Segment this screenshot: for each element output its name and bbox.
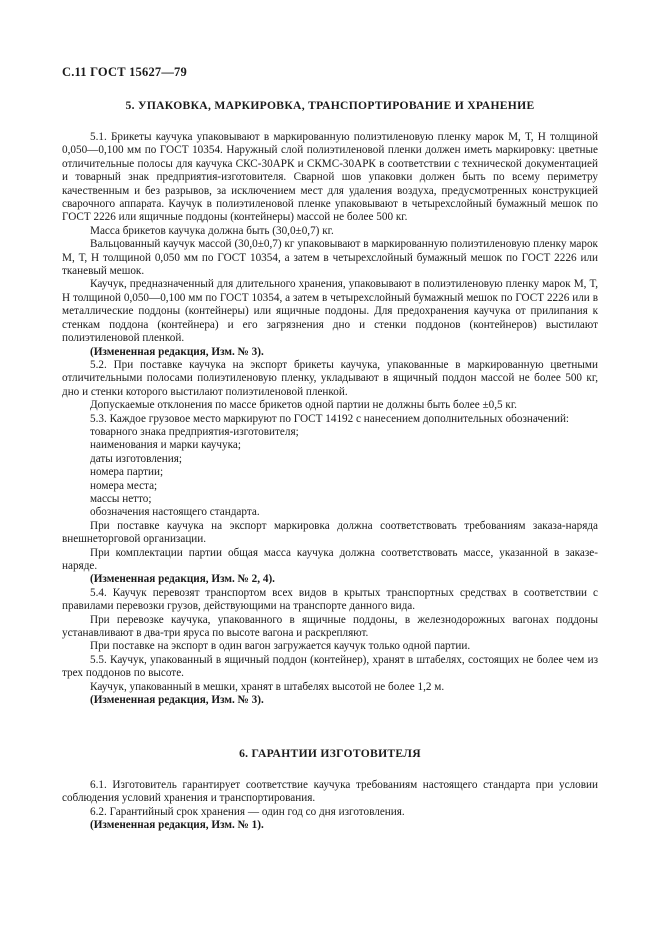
revision-note: (Измененная редакция, Изм. № 2, 4).: [90, 573, 275, 586]
revision-note: (Измененная редакция, Изм. № 1).: [90, 819, 264, 832]
paragraph-6-2: 6.2. Гарантийный срок хранения — один год со дня изготовления.: [90, 805, 405, 818]
list-item: номера места;: [90, 479, 158, 492]
paragraph: Каучук, упакованный в мешки, хранят в штабелях высотой не более 1,2 м.: [90, 680, 445, 693]
paragraph: Масса брикетов каучука должна быть (30,0±0,7) кг.: [90, 224, 334, 237]
section-6-body: [62, 779, 598, 833]
section-5-body: [62, 131, 598, 707]
paragraph: При поставке каучука на экспорт маркировка должна соответствовать требованиям заказа-наряда внешнеторговой организации.: [62, 519, 598, 546]
paragraph: При перевозке каучука, упакованного в ящичные поддоны, в железнодорожных вагонах поддоны устанавливают в два-три яруса по высоте вагона и раскрепляют.: [62, 613, 598, 640]
paragraph-5-5: 5.5. Каучук, упакованный в ящичный поддон (контейнер), хранят в штабелях, состоящих не более чем из трех поддонов по высоте.: [62, 653, 598, 680]
section-6-title: 6. ГАРАНТИИ ИЗГОТОВИТЕЛЯ: [239, 747, 421, 760]
list-item: обозначения настоящего стандарта.: [90, 506, 260, 519]
revision-note: (Измененная редакция, Изм. № 3).: [90, 345, 264, 358]
section-5-title: 5. УПАКОВКА, МАРКИРОВКА, ТРАНСПОРТИРОВАНИЕ И ХРАНЕНИЕ: [125, 99, 535, 112]
list-item: даты изготовления;: [90, 452, 182, 465]
paragraph-5-2: 5.2. При поставке каучука на экспорт брикеты каучука, упакованные в маркированную цветными отличительными полосами полиэтиленовую пленку, укладывают в ящичный поддон массой не более 500 кг, дно и стенки которого выстилают полиэтиленовой пленкой.: [62, 358, 598, 398]
paragraph: Вальцованный каучук массой (30,0±0,7) кг упаковывают в маркированную полиэтиленовую пленку марок М, Т, Н толщиной 0,050 мм по ГОСТ 10354, а затем в четырехслойный бумажный мешок по ГОСТ 2226 или тканевый мешок.: [62, 238, 598, 278]
paragraph: При комплектации партии общая масса каучука должна соответствовать массе, указанной в заказе-наряде.: [62, 546, 598, 572]
revision-note: (Измененная редакция, Изм. № 3).: [90, 694, 264, 707]
paragraph: Каучук, предназначенный для длительного хранения, упаковывают в полиэтиленовую пленку марок М, Т, Н толщиной 0,050—0,100 мм по ГОСТ 10354, а затем в четырехслойный бумажный мешок по ГОСТ 2226 или в металлические поддоны (контейнеры) или ящичные поддоны. Для предохранения каучука от прилипания к стенкам поддона (контейнера) и его загрязнения дно и стенки поддонов (контейнеров) выстилают полиэтиленовой пленкой.: [62, 278, 598, 345]
list-item: номера партии;: [90, 466, 164, 479]
paragraph-5-3: 5.3. Каждое грузовое место маркируют по ГОСТ 14192 с нанесением дополнительных обозначений:: [90, 412, 570, 425]
paragraph-5-1: 5.1. Брикеты каучука упаковывают в маркированную полиэтиленовую пленку марок М, Т, Н толщиной 0,050—0,100 мм по ГОСТ 10354. Наружный слой полиэтиленовой пленки должен иметь маркировку: цветные отличительные полосы для каучука СКС-30АРК и СКМС-30АРК в соответствии с технической документацией и товарный знак предприятия-изготовителя. Сварной шов упаковки должен быть по всему периметру качественным и без разрывов, за исключением мест для удаления воздуха, предусмотренных конструкцией сварочного аппарата. Каучук в полиэтиленовой пленке упаковывают в четырехслойный бумажный мешок по ГОСТ 2226 или ящичные поддоны (контейнеры) массой не более 500 кг.: [62, 131, 598, 224]
paragraph: Допускаемые отклонения по массе брикетов одной партии не должны быть более ±0,5 кг.: [90, 399, 517, 412]
paragraph: При поставке на экспорт в один вагон загружается каучук только одной партии.: [90, 640, 471, 653]
page-header: С.11 ГОСТ 15627—79: [62, 65, 187, 79]
paragraph-6-1: 6.1. Изготовитель гарантирует соответствие каучука требованиям настоящего стандарта при условии соблюдения условий хранения и транспортирования.: [62, 779, 598, 805]
paragraph-5-4: 5.4. Каучук перевозят транспортом всех видов в крытых транспортных средствах в соответствии с правилами перевозки грузов, действующими на транспорте данного вида.: [62, 586, 598, 613]
list-item: массы нетто;: [90, 492, 152, 505]
list-item: товарного знака предприятия-изготовителя;: [90, 425, 299, 438]
list-item: наименования и марки каучука;: [90, 439, 241, 452]
